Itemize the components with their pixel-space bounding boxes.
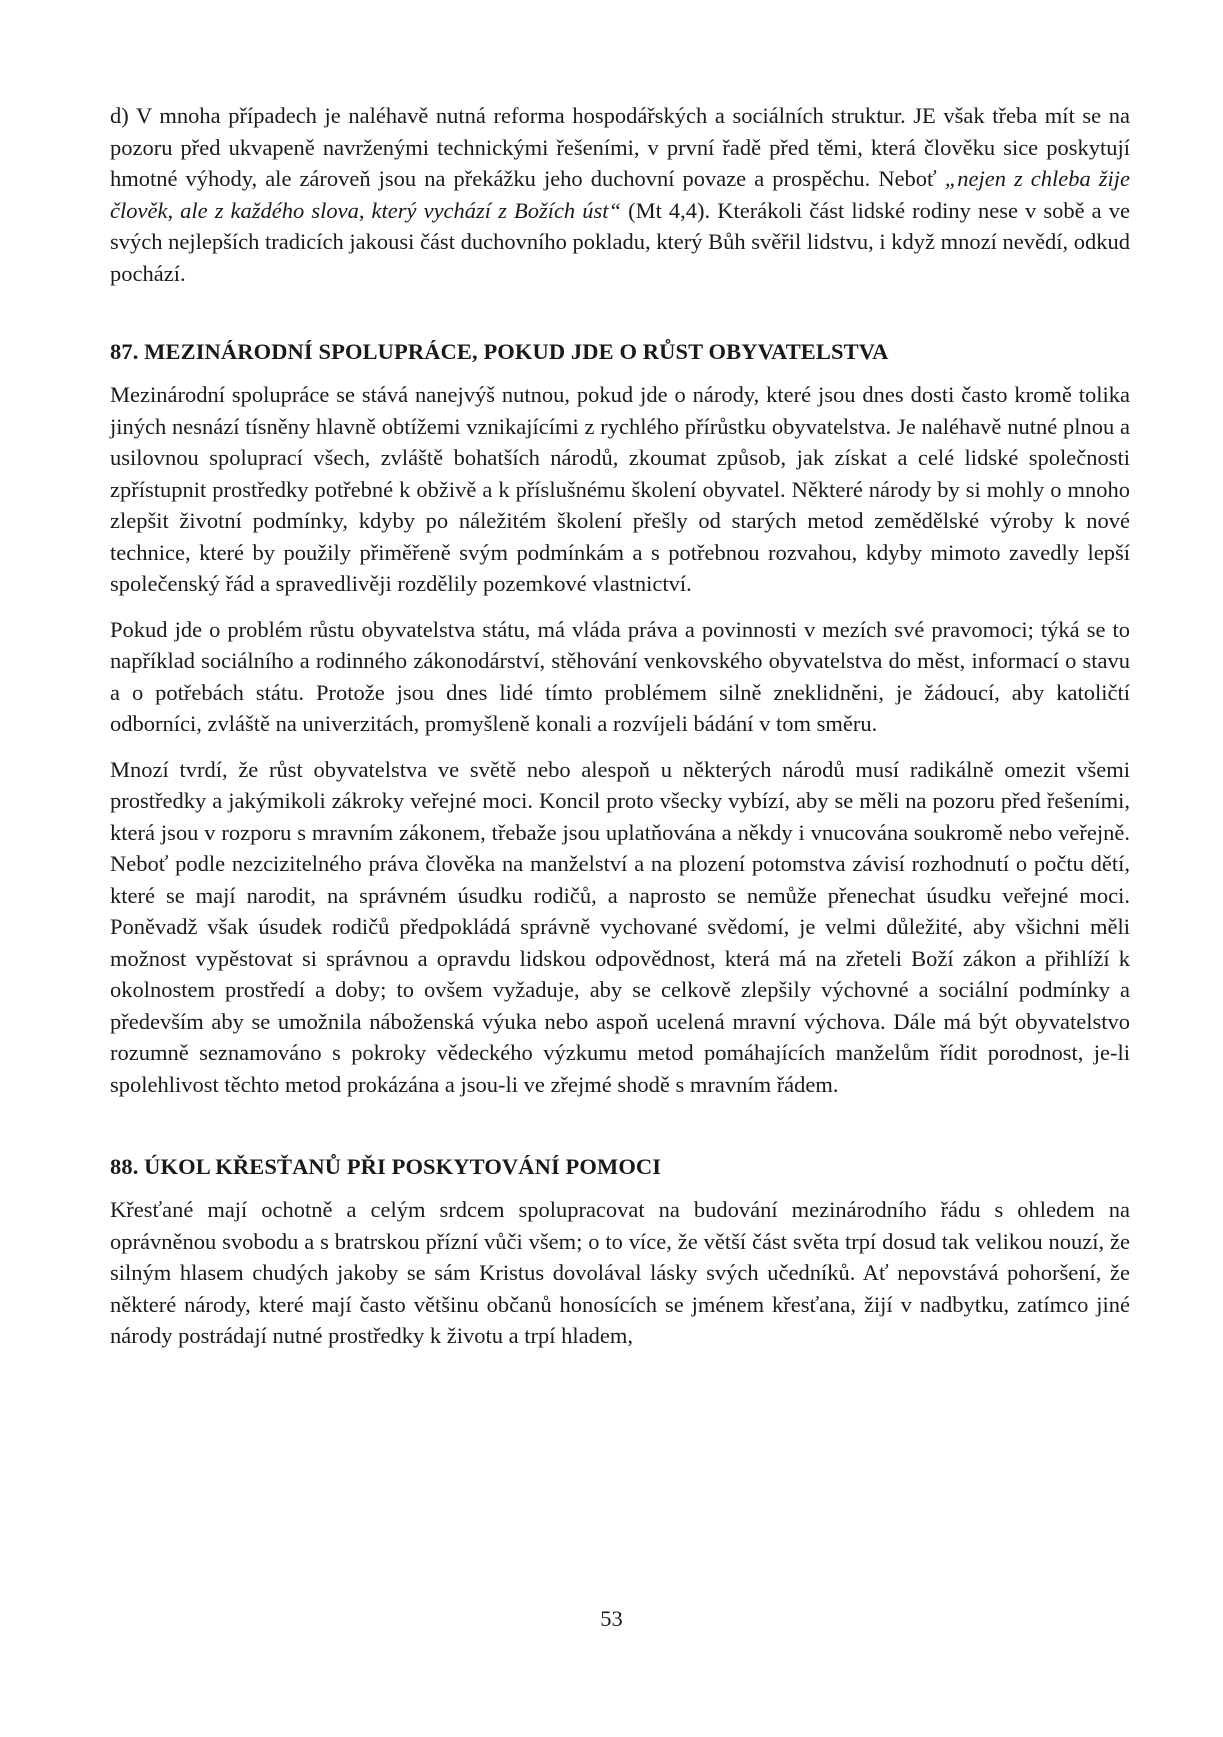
section-87-paragraph-2: Pokud jde o problém růstu obyvatelstva státu, má vláda práva a povinnosti v mezích své pravomoci; týká se to například sociálního a rodinného zákonodárství, stěhování venkovského obyvatelstva do měst, informací o stavu a o potřebách státu. Protože jsou dnes lidé tímto problémem silně zneklidněni, je žádoucí, aby katoličtí odborníci, zvláště na univerzitách, promyšleně konali a rozvíjeli bádání v tom směru. (110, 616, 1130, 736)
section-88-paragraph-1: Křesťané mají ochotně a celým srdcem spolupracovat na budování mezinárodního řádu s ohledem na oprávněnou svobodu a s bratrskou přízní vůči všem; o to více, že větší část světa trpí dosud tak velikou nouzí, že silným hlasem chudých jakoby se sám Kristus dovolával lásky svých učedníků. Ať nepovstává pohoršení, že některé národy, které mají často většinu občanů honosících se jménem křesťana, žijí v nadbytku, zatímco jiné národy postrádají nutné prostředky k životu a trpí hladem, (110, 1197, 1130, 1348)
section-87-paragraph-3: Mnozí tvrdí, že růst obyvatelstva ve světě nebo alespoň u některých národů musí radikálně omezit všemi prostředky a jakýmikoli zákroky veřejné moci. Koncil proto všecky vybízí, aby se měli na pozoru před řešeními, která jsou v rozporu s mravním zákonem, třebaže jsou uplatňována a někdy i vnucována soukromě nebo veřejně. Neboť podle nezcizitelného práva člověka na manželství a na plození potomstva závisí rozhodnutí o počtu dětí, které se mají narodit, na správném úsudku rodičů, a naprosto se nemůže přenechat úsudku veřejné moci. Poněvadž však úsudek rodičů předpokládá správně vychované svědomí, je velmi důležité, aby všichni měli možnost vypěstovat si správnou a opravdu lidskou odpovědnost, která má na zřeteli Boží zákon a přihlíží k okolnostem prostředí a doby; to ovšem vyžaduje, aby se celkově zlepšily výchovné a sociální podmínky a především aby se umožnila náboženská výuka nebo aspoň ucelená mravní výchova. Dále má být obyvatelstvo rozumně seznamováno s pokroky vědeckého výzkumu metod pomáhajících manželům řídit porodnost, je-li spolehlivost těchto metod prokázána a jsou-li ve zřejmé shodě s mravním řádem. (110, 756, 1130, 1097)
intro-paragraph (110, 100, 1130, 289)
section-87-heading: 87. MEZINÁRODNÍ SPOLUPRÁCE, POKUD JDE O RŮST OBYVATELSTVA (110, 339, 889, 364)
intro-text: d) V mnoha případech je naléhavě nutná reforma hospodářských a sociálních struktur. JE však třeba mít se na pozoru před ukvapeně navrženými technickými řešeními, v první řadě před těmi, která člověku sice poskytují hmotné výhody, ale zároveň jsou na překážku jeho duchovní povaze a prospěchu. Neboť (110, 103, 1130, 191)
section-88-heading: 88. ÚKOL KŘESŤANŮ PŘI POSKYTOVÁNÍ POMOCI (110, 1154, 662, 1179)
page-number: 53 (600, 1606, 623, 1631)
intro-text-continued: (Mt 4,4). Kterákoli část lidské rodiny nese v sobě a ve svých nejlepších tradicích jakousi část duchovního pokladu, který Bůh svěřil lidstvu, i když mnozí nevědí, odkud pochází. (110, 197, 1130, 286)
bible-quote: „nejen z chleba žije člověk, ale z každého slova, který vychází z Božích úst“ (110, 166, 1130, 223)
document-page (110, 100, 1130, 1352)
section-87-paragraph-1: Mezinárodní spolupráce se stává nanejvýš nutnou, pokud jde o národy, které jsou dnes dosti často kromě tolika jiných nesnází tísněny hlavně obtížemi vznikajícími z rychlého přírůstku obyvatelstva. Je naléhavě nutné plnou a usilovnou spoluprací všech, zvláště bohatších národů, zkoumat způsob, jak získat a celé lidské společnosti zpřístupnit prostředky potřebné k obživě a k příslušnému školení obyvatel. Některé národy by si mohly o mnoho zlepšit životní podmínky, kdyby po náležitém školení přešly od starých metod zemědělské výroby k nové technice, které by použily přiměřeně svým podmínkám a s potřebnou rozvahou, kdyby mimoto zavedly lepší společenský řád a spravedlivěji rozdělily pozemkové vlastnictví. (110, 382, 1130, 596)
